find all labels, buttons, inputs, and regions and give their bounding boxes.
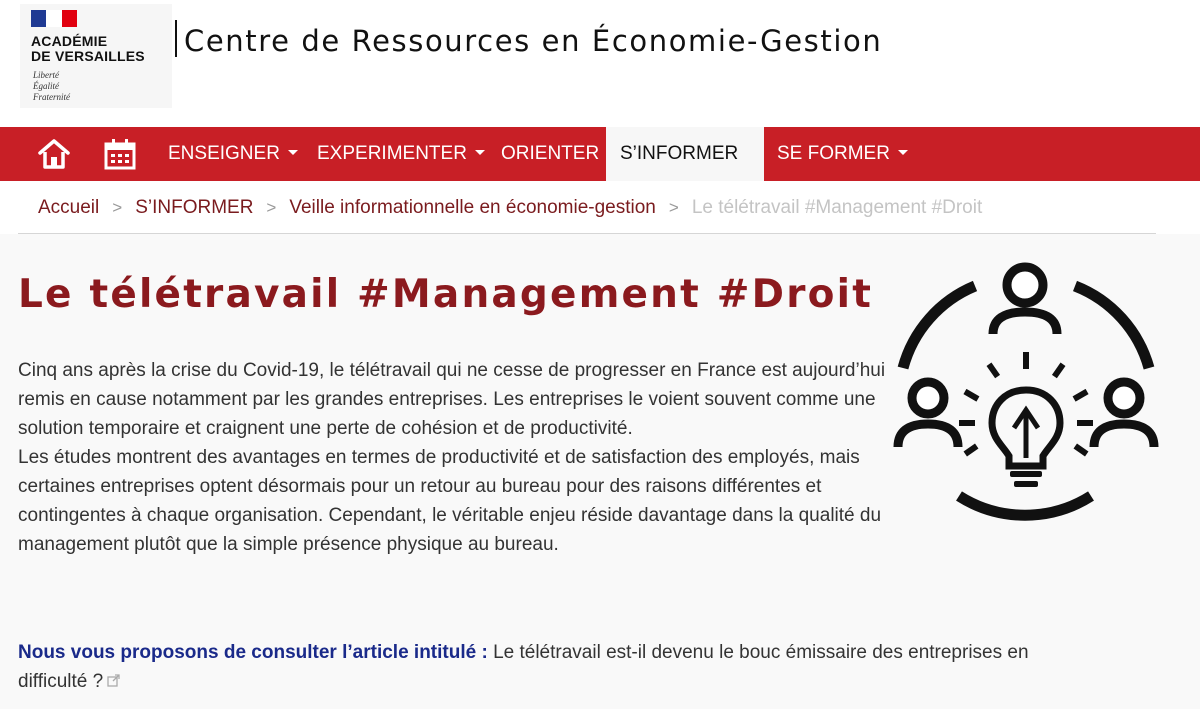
article-paragraph-2: Les études montrent des avantages en termes de productivité et de satisfaction des employés, mais certaines entreprises optent désormais pour un retour au bureau pour des raisons différentes et contingentes à chaque organisation. Cependant, le véritable enjeu réside davantage dans la qualité du management plutôt que la simple présence physique au bureau. [18,447,882,555]
logo-motto-line2: Égalité [33,81,59,91]
article-body [18,356,898,559]
external-link-icon[interactable] [107,667,120,696]
page-title: Le télétravail #Management #Droit [18,272,874,317]
caret-down-icon [898,150,908,155]
nav-item-enseigner[interactable] [168,127,298,181]
main-nav [0,127,1200,181]
nav-item-se-former-label: SE FORMER [777,143,890,164]
header-divider [175,20,177,57]
breadcrumb-separator: > [668,198,679,217]
breadcrumb-current: Le télétravail #Management #Droit [691,197,983,218]
nav-item-enseigner-label: ENSEIGNER [168,143,280,164]
breadcrumb [38,194,982,222]
teamwork-lightbulb-icon [893,260,1159,522]
logo-name [31,34,145,64]
breadcrumb-separator: > [112,198,123,217]
nav-item-orienter-label: ORIENTER [501,143,600,164]
caret-down-icon [288,150,298,155]
logo-motto [33,70,70,103]
nav-item-sinformer-label: S’INFORMER [620,143,739,164]
site-header [0,0,1200,127]
nav-item-orienter[interactable] [501,127,599,181]
nav-item-experimenter[interactable] [317,127,485,181]
logo-motto-line1: Liberté [33,70,59,80]
article-link[interactable]: Le télétravail est-il devenu le bouc émissaire des entreprises en difficulté ? [18,642,1029,692]
nav-item-se-former[interactable] [777,127,908,181]
breadcrumb-accueil[interactable]: Accueil [38,197,100,218]
nav-item-sinformer[interactable] [606,127,764,181]
logo-motto-line3: Fraternité [33,92,70,102]
logo-name-line2: DE VERSAILLES [31,48,145,64]
logo-name-line1: ACADÉMIE [31,33,108,49]
french-flag-icon [31,10,77,27]
cta-intro: Nous vous proposons de consulter l’article intitulé : [18,642,488,663]
nav-item-experimenter-label: EXPERIMENTER [317,143,467,164]
academie-logo[interactable] [20,4,172,108]
article-cta [18,638,1078,696]
article-content [0,234,1200,709]
breadcrumb-sinformer[interactable]: S’INFORMER [135,197,254,218]
home-icon[interactable] [33,127,75,181]
site-title[interactable]: Centre de Ressources en Économie-Gestion [184,24,883,58]
breadcrumb-separator: > [266,198,277,217]
caret-down-icon [475,150,485,155]
calendar-icon[interactable] [100,127,140,181]
breadcrumb-veille[interactable]: Veille informationnelle en économie-gestion [289,197,656,218]
article-paragraph-1: Cinq ans après la crise du Covid-19, le télétravail qui ne cesse de progresser en France est aujourd’hui remis en cause notamment par les grandes entreprises. Les entreprises le voient souvent comme une solution temporaire et craignent une perte de cohésion et de productivité. [18,360,886,439]
